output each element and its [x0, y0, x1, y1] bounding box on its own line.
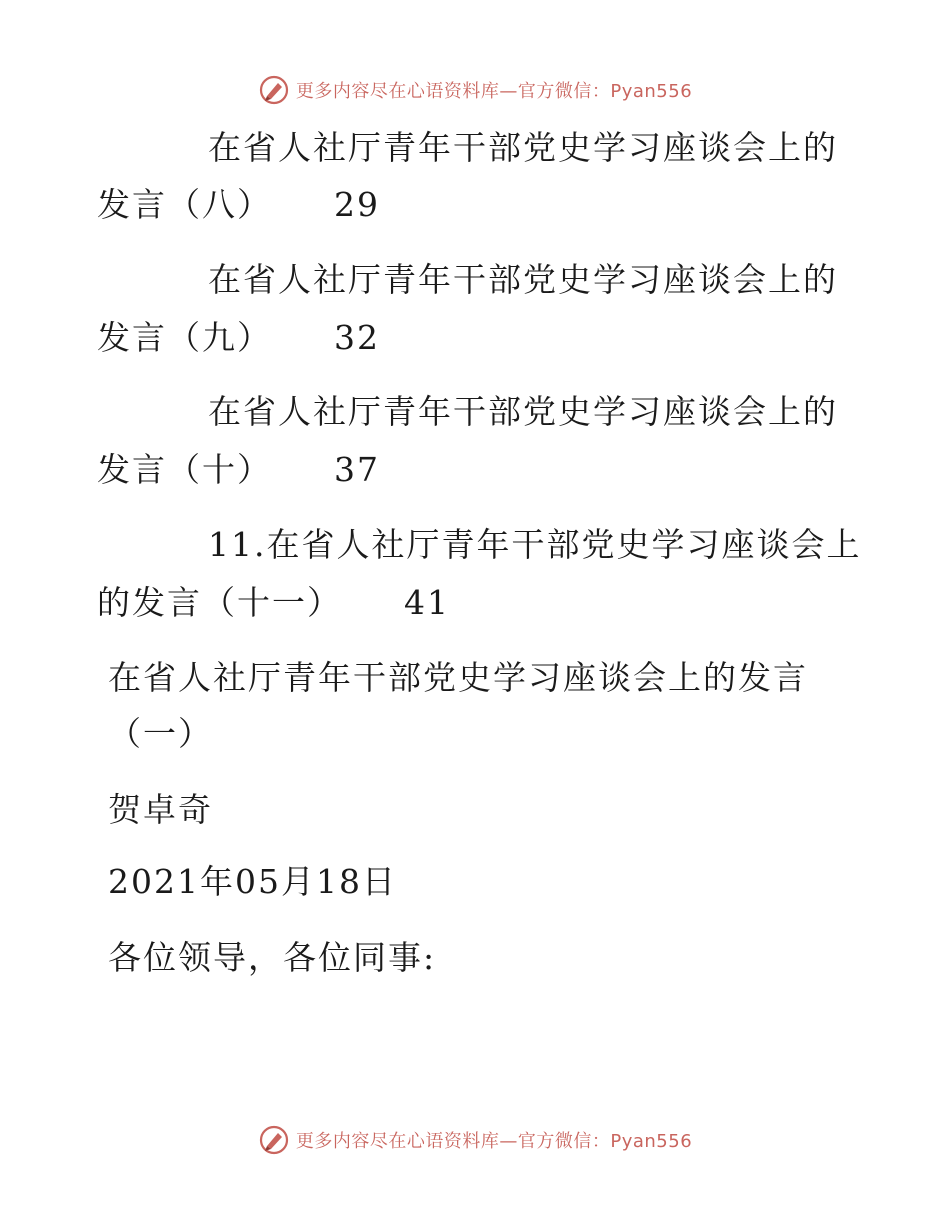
toc-entry-11-title: 11.在省人社厅青年干部党史学习座谈会上	[208, 525, 862, 564]
toc-entry-11-page: 41	[404, 583, 450, 622]
toc-entry-9-page: 32	[334, 318, 380, 357]
toc-entry-9-continuation	[97, 318, 380, 358]
toc-entry-10-page: 37	[334, 450, 380, 489]
toc-entry-11-continuation	[97, 583, 450, 623]
toc-entry-10-label: 发言（十）	[97, 450, 272, 489]
toc-entry-10-continuation	[97, 450, 380, 490]
toc-entry-9-title: 在省人社厅青年干部党史学习座谈会上的	[208, 260, 838, 299]
toc-entry-8-continuation	[97, 185, 380, 225]
article-title-number: （一）	[108, 714, 213, 753]
toc-entry-11-label: 的发言（十一）	[97, 583, 342, 622]
pen-logo-icon	[258, 1124, 290, 1156]
article-date: 2021年05月18日	[108, 862, 397, 901]
article-title: 在省人社厅青年干部党史学习座谈会上的发言	[108, 658, 808, 697]
toc-entry-8-page: 29	[334, 185, 380, 224]
toc-entry-8-title: 在省人社厅青年干部党史学习座谈会上的	[208, 128, 838, 167]
toc-entry-10-title: 在省人社厅青年干部党史学习座谈会上的	[208, 392, 838, 431]
pen-logo-icon	[258, 74, 290, 106]
toc-entry-8-label: 发言（八）	[97, 185, 272, 224]
watermark-header	[0, 70, 950, 110]
toc-entry-9-label: 发言（九）	[97, 318, 272, 357]
watermark-text: 更多内容尽在心语资料库—官方微信：Pyan556	[295, 1131, 693, 1152]
watermark-text: 更多内容尽在心语资料库—官方微信：Pyan556	[295, 81, 693, 102]
watermark-footer	[0, 1120, 950, 1160]
author-name: 贺卓奇	[108, 790, 213, 829]
salutation: 各位领导，各位同事:	[108, 938, 437, 977]
